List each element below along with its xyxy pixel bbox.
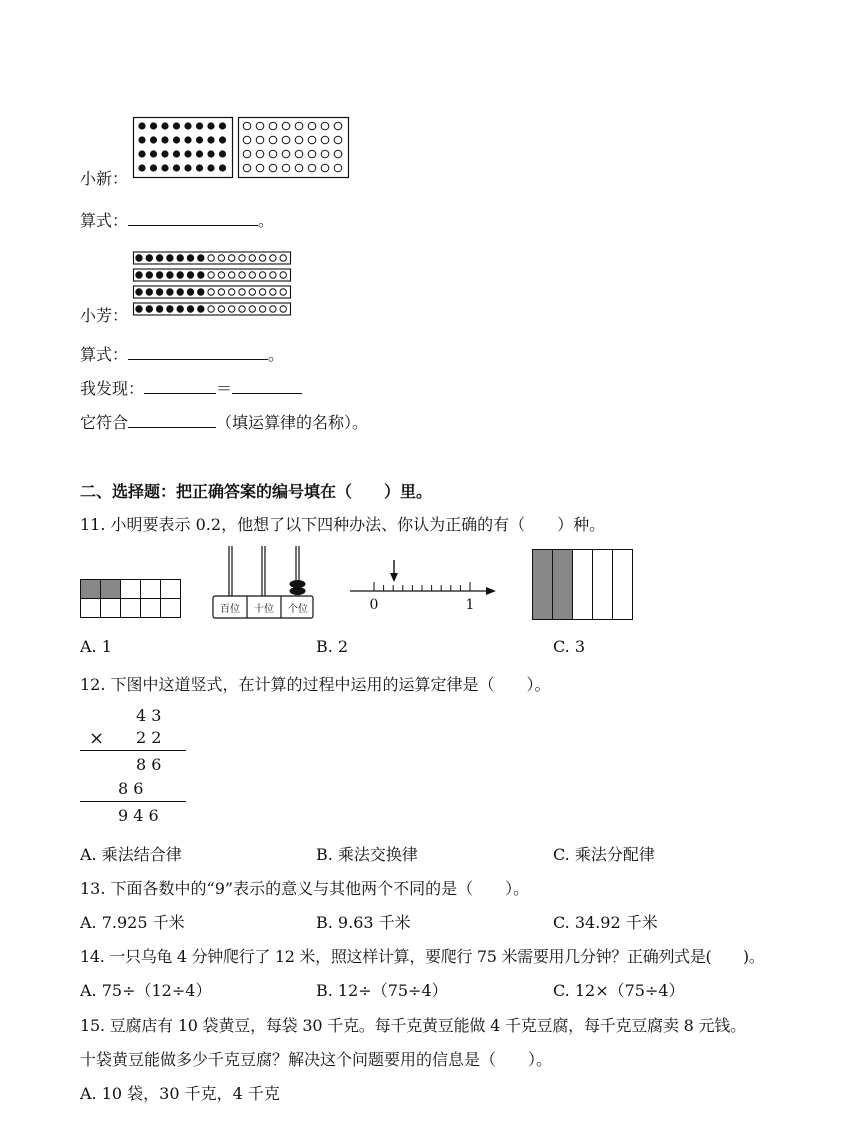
q13-option-b[interactable]: B. 9.63 千米 xyxy=(316,913,411,932)
empty-dot-grid xyxy=(239,118,349,178)
empty-dot xyxy=(308,122,316,130)
q15-option-a[interactable]: A. 10 袋，30 千克，4 千克 xyxy=(80,1084,280,1103)
filled-dot xyxy=(187,289,193,295)
empty-dot xyxy=(259,255,265,261)
empty-dot xyxy=(270,255,276,261)
filled-dot xyxy=(207,164,214,171)
filled-dot xyxy=(177,255,183,261)
empty-dot xyxy=(269,136,277,144)
filled-dot xyxy=(184,136,191,143)
filled-dot xyxy=(219,136,226,143)
abacus-label-ones: 个位 xyxy=(288,604,308,615)
discover-label: 我发现： xyxy=(80,379,145,398)
vm-rule-1 xyxy=(80,750,186,751)
filled-dot xyxy=(198,289,204,295)
discover-row xyxy=(80,376,302,399)
q14-option-a[interactable]: A. 75÷（12÷4） xyxy=(80,981,212,1000)
discover-blank-left[interactable] xyxy=(144,379,216,394)
filled-dot xyxy=(173,150,180,157)
empty-dot xyxy=(295,150,303,158)
empty-dot xyxy=(249,306,255,312)
filled-dot xyxy=(184,122,191,129)
q13-option-c[interactable]: C. 34.92 千米 xyxy=(553,913,658,932)
empty-dot xyxy=(208,255,214,261)
xiaofang-label: 小芳： xyxy=(80,306,129,325)
empty-dot xyxy=(308,150,316,158)
empty-dot xyxy=(256,136,264,144)
filled-dot xyxy=(207,150,214,157)
filled-dot xyxy=(150,136,157,143)
discover-blank-right[interactable] xyxy=(232,379,302,394)
empty-dot xyxy=(280,255,286,261)
filled-dot xyxy=(198,306,204,312)
empty-dot xyxy=(334,164,342,172)
q11-text: 11. 小明要表示 0.2，他想了以下四种办法、你认为正确的有（ ）种。 xyxy=(80,515,606,534)
empty-dot xyxy=(321,150,329,158)
filled-dot xyxy=(167,272,173,278)
empty-dot xyxy=(239,255,245,261)
filled-dot-grid xyxy=(134,118,233,178)
xiaoxin-label: 小新： xyxy=(80,169,129,188)
empty-dot xyxy=(243,164,251,172)
empty-dot xyxy=(218,255,224,261)
filled-dot xyxy=(207,122,214,129)
filled-dot xyxy=(219,150,226,157)
empty-dot xyxy=(256,164,264,172)
abacus-label-hundreds: 百位 xyxy=(220,604,240,615)
q11-abacus-figure xyxy=(212,544,316,620)
filled-dot xyxy=(150,150,157,157)
filled-dot xyxy=(146,272,152,278)
empty-dot xyxy=(208,289,214,295)
q12-option-a[interactable]: A. 乘法结合律 xyxy=(80,845,182,864)
formula2-blank[interactable] xyxy=(128,345,268,360)
filled-dot xyxy=(207,136,214,143)
number-line-label-1: 1 xyxy=(465,597,475,613)
filled-dot xyxy=(161,164,168,171)
empty-dot xyxy=(259,306,265,312)
section2-heading: 二、选择题：把正确答案的编号填在（ ）里。 xyxy=(80,482,433,501)
xiaofang-dot-strips xyxy=(133,251,293,319)
filled-dot xyxy=(184,150,191,157)
filled-dot xyxy=(173,164,180,171)
filled-dot xyxy=(150,122,157,129)
filled-dot xyxy=(138,136,145,143)
q13-option-a[interactable]: A. 7.925 千米 xyxy=(80,913,185,932)
empty-dot xyxy=(280,289,286,295)
q11-option-b[interactable]: B. 2 xyxy=(316,637,349,656)
abacus-label-tens: 十位 xyxy=(254,604,274,615)
formula1-row xyxy=(80,208,274,231)
filled-dot xyxy=(138,122,145,129)
empty-dot xyxy=(249,255,255,261)
empty-dot xyxy=(256,122,264,130)
q11-grid-figure xyxy=(80,579,181,619)
vm-times-sign: × xyxy=(89,728,105,749)
empty-dot xyxy=(218,272,224,278)
empty-dot xyxy=(321,164,329,172)
xiaoxin-dot-grids xyxy=(133,117,349,179)
filled-dot xyxy=(177,272,183,278)
empty-dot xyxy=(270,306,276,312)
empty-dot xyxy=(259,272,265,278)
empty-dot xyxy=(282,164,290,172)
q13-text: 13. 下面各数中的“9”表示的意义与其他两个不同的是（ ）。 xyxy=(80,879,530,898)
formula1-blank[interactable] xyxy=(128,211,258,226)
q11-number-line-figure xyxy=(348,558,498,612)
filled-dot xyxy=(187,272,193,278)
q14-option-c[interactable]: C. 12×（75÷4） xyxy=(553,981,685,1000)
q12-option-c[interactable]: C. 乘法分配律 xyxy=(553,845,655,864)
empty-dot xyxy=(321,136,329,144)
filled-dot xyxy=(196,122,203,129)
empty-dot xyxy=(282,136,290,144)
empty-dot xyxy=(269,150,277,158)
empty-dot xyxy=(334,136,342,144)
filled-dot xyxy=(187,306,193,312)
formula2-row xyxy=(80,342,284,365)
vm-row3: 8 6 xyxy=(136,755,162,774)
empty-dot xyxy=(243,122,251,130)
filled-dot xyxy=(173,136,180,143)
filled-dot xyxy=(196,136,203,143)
empty-dot xyxy=(229,255,235,261)
formula2-end: 。 xyxy=(268,345,285,364)
empty-dot xyxy=(321,122,329,130)
empty-dot xyxy=(269,164,277,172)
formula2-label: 算式： xyxy=(80,345,129,364)
empty-dot xyxy=(256,150,264,158)
filled-dot xyxy=(196,164,203,171)
q12-option-b[interactable]: B. 乘法交换律 xyxy=(316,845,418,864)
empty-dot xyxy=(229,289,235,295)
empty-dot xyxy=(334,122,342,130)
filled-dot xyxy=(146,306,152,312)
law-prefix: 它符合 xyxy=(80,413,129,432)
filled-dot xyxy=(167,306,173,312)
filled-dot xyxy=(136,255,142,261)
empty-dot xyxy=(308,164,316,172)
filled-dot xyxy=(161,122,168,129)
empty-dot xyxy=(270,272,276,278)
empty-dot xyxy=(280,272,286,278)
empty-dot xyxy=(295,136,303,144)
filled-dot xyxy=(198,272,204,278)
filled-dot xyxy=(184,164,191,171)
empty-dot xyxy=(239,306,245,312)
q11-strip-figure xyxy=(532,549,634,621)
empty-dot xyxy=(243,150,251,158)
filled-dot xyxy=(173,122,180,129)
empty-dot xyxy=(239,272,245,278)
q11-option-a[interactable]: A. 1 xyxy=(80,637,112,656)
q14-option-b[interactable]: B. 12÷（75÷4） xyxy=(316,981,448,1000)
empty-dot xyxy=(334,150,342,158)
vm-rule-2 xyxy=(80,801,186,802)
empty-dot xyxy=(249,289,255,295)
filled-dot xyxy=(187,255,193,261)
filled-dot xyxy=(167,289,173,295)
empty-dot xyxy=(229,272,235,278)
filled-dot xyxy=(156,255,162,261)
filled-dot xyxy=(136,289,142,295)
filled-dot xyxy=(219,122,226,129)
filled-dot xyxy=(156,272,162,278)
q12-text: 12. 下图中这道竖式，在计算的过程中运用的运算定律是（ ）。 xyxy=(80,675,551,694)
filled-dot xyxy=(219,164,226,171)
filled-dot xyxy=(156,289,162,295)
filled-dot xyxy=(177,306,183,312)
filled-dot xyxy=(167,255,173,261)
empty-dot xyxy=(243,136,251,144)
law-suffix: （填运算律的名称）。 xyxy=(216,413,369,432)
law-blank[interactable] xyxy=(128,413,216,428)
empty-dot xyxy=(308,136,316,144)
empty-dot xyxy=(229,306,235,312)
filled-dot xyxy=(136,306,142,312)
empty-dot xyxy=(280,306,286,312)
empty-dot xyxy=(239,289,245,295)
filled-dot xyxy=(177,289,183,295)
empty-dot xyxy=(249,272,255,278)
formula1-end: 。 xyxy=(258,211,275,230)
empty-dot xyxy=(270,289,276,295)
filled-dot xyxy=(196,150,203,157)
empty-dot xyxy=(269,122,277,130)
filled-dot xyxy=(150,164,157,171)
empty-dot xyxy=(295,122,303,130)
empty-dot xyxy=(295,164,303,172)
filled-dot xyxy=(161,136,168,143)
filled-dot xyxy=(138,164,145,171)
empty-dot xyxy=(208,272,214,278)
q11-option-c[interactable]: C. 3 xyxy=(553,637,586,656)
formula1-label: 算式： xyxy=(80,211,129,230)
empty-dot xyxy=(282,122,290,130)
equals-sign: ＝ xyxy=(216,379,233,398)
law-row xyxy=(80,410,368,433)
filled-dot xyxy=(146,255,152,261)
vm-row4: 8 6 xyxy=(118,779,144,798)
filled-dot xyxy=(136,272,142,278)
vm-row2: 2 2 xyxy=(136,728,162,747)
empty-dot xyxy=(218,289,224,295)
filled-dot xyxy=(161,150,168,157)
empty-dot xyxy=(208,306,214,312)
filled-dot xyxy=(198,255,204,261)
number-line-label-0: 0 xyxy=(369,597,379,613)
q15-line2: 十袋黄豆能做多少千克豆腐？解决这个问题要用的信息是（ ）。 xyxy=(80,1050,553,1069)
empty-dot xyxy=(282,150,290,158)
empty-dot xyxy=(259,289,265,295)
empty-dot xyxy=(218,306,224,312)
vm-row5: 9 4 6 xyxy=(118,806,159,825)
q15-line1: 15. 豆腐店有 10 袋黄豆，每袋 30 千克。每千克黄豆能做 4 千克豆腐，每千克豆腐卖 8 元钱。 xyxy=(80,1016,746,1035)
filled-dot xyxy=(146,289,152,295)
filled-dot xyxy=(138,150,145,157)
filled-dot xyxy=(156,306,162,312)
vm-row1: 4 3 xyxy=(136,706,162,725)
q14-text: 14. 一只乌龟 4 分钟爬行了 12 米，照这样计算，要爬行 75 米需要用几分钟？正确列式是( )。 xyxy=(80,947,765,966)
